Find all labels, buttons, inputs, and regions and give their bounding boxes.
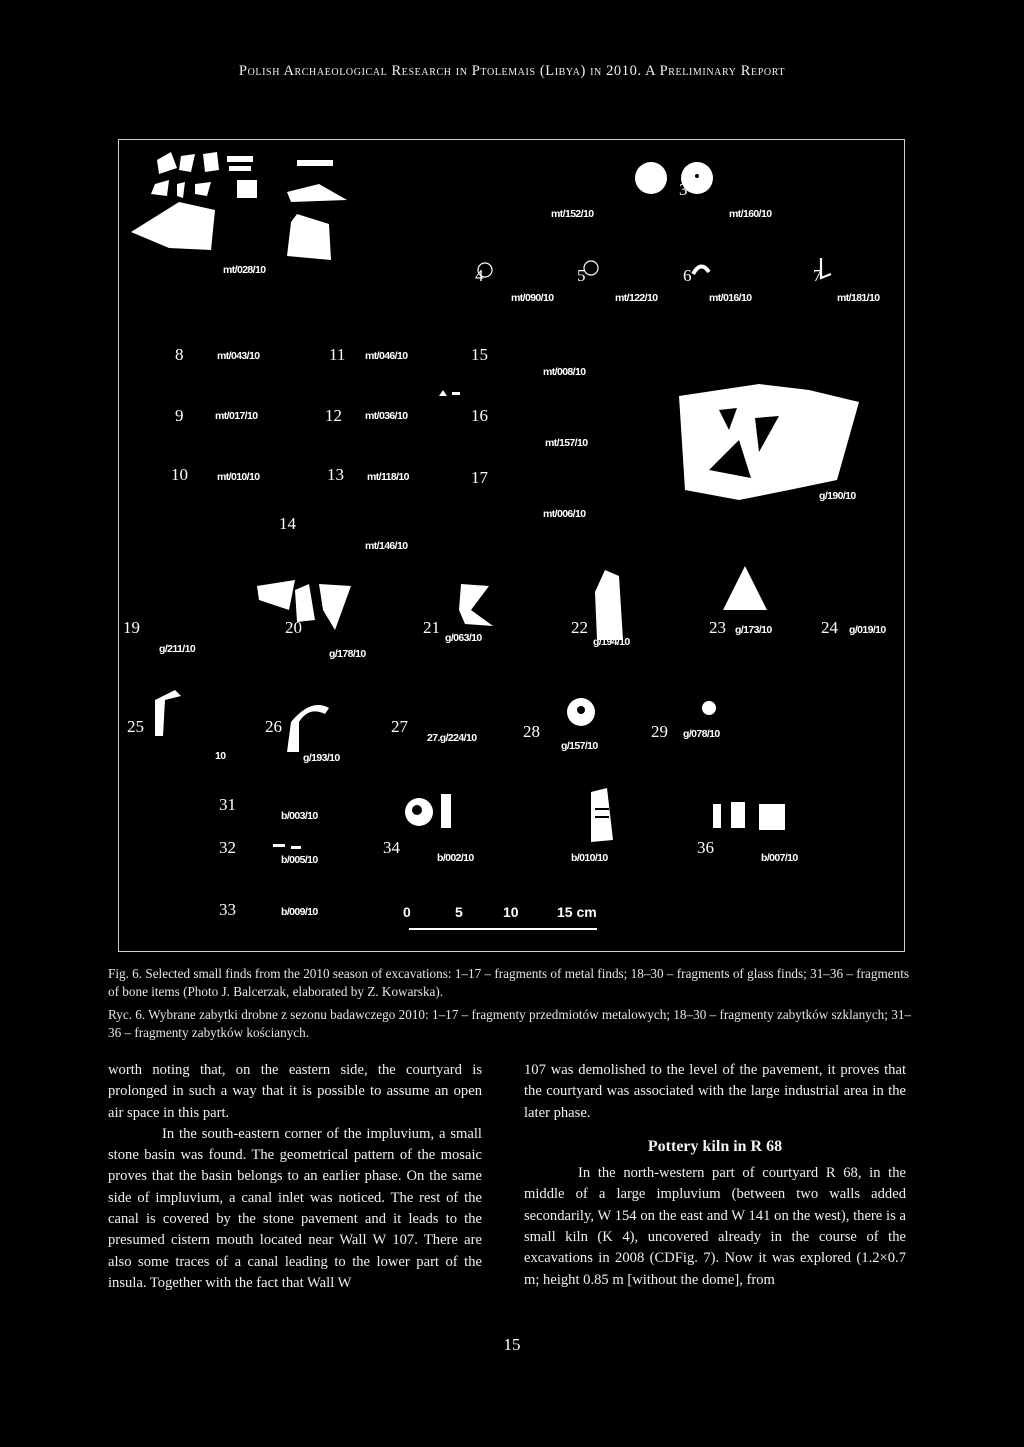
inventory-label: 10 [215, 750, 226, 762]
item-number: 14 [279, 514, 296, 533]
item-number: 23 [709, 618, 726, 637]
left-column [108, 1060, 482, 1294]
item-number: 27 [391, 717, 408, 736]
item-number: 19 [123, 618, 140, 637]
inventory-label: 27.g/224/10 [427, 732, 477, 744]
figure-caption-pl: Ryc. 6. Wybrane zabytki drobne z sezonu badawczego 2010: 1–17 – fragmenty przedmiotów metalowych; 18–30 – fragmenty zabytków szklanych; 31–36 – fragmenty zabytków kościanych. [108, 1007, 912, 1041]
item-number: 6 [683, 266, 692, 285]
inventory-label: mt/046/10 [365, 350, 408, 362]
inventory-label: mt/090/10 [511, 292, 554, 304]
item-number: 12 [325, 406, 342, 425]
item-number: 26 [265, 717, 282, 736]
right-column [524, 1060, 906, 1291]
item-number: 20 [285, 618, 302, 637]
item-number: 34 [383, 838, 400, 857]
item-number: 28 [523, 722, 540, 741]
item-number: 16 [471, 406, 488, 425]
inventory-label: g/078/10 [683, 728, 720, 740]
artifact-group-1 [119, 140, 905, 952]
item-number: 13 [327, 465, 344, 484]
inventory-label: mt/016/10 [709, 292, 752, 304]
inventory-label: b/009/10 [281, 906, 318, 918]
inventory-label: mt/028/10 [223, 264, 266, 276]
item-number: 29 [651, 722, 668, 741]
page-number: 15 [503, 1335, 521, 1354]
scale-tick-label: 0 [403, 904, 411, 920]
item-number: 36 [697, 838, 714, 857]
inventory-label: mt/008/10 [543, 366, 586, 378]
item-number: 4 [475, 266, 484, 285]
inventory-label: b/005/10 [281, 854, 318, 866]
inventory-label: g/190/10 [819, 490, 856, 502]
item-number: 8 [175, 345, 184, 364]
inventory-label: g/157/10 [561, 740, 598, 752]
body-paragraph: In the south-eastern corner of the impluvium, a small stone basin was found. The geometrical pattern of the mosaic proves that the basin belongs to an earlier phase. On the same side of impluvium, a canal inlet was noticed. The rest of the canal is covered by the stone pavement and it leads to the presumed cistern mouth located near Wall W 107. There are also some traces of a canal leading to the lower part of the insula. Together with the fact that Wall W [108, 1125, 482, 1291]
inventory-label: b/003/10 [281, 810, 318, 822]
inventory-label: g/019/10 [849, 624, 886, 636]
inventory-label: mt/010/10 [217, 471, 260, 483]
inventory-label: g/063/10 [445, 632, 482, 644]
inventory-label: mt/017/10 [215, 410, 258, 422]
inventory-label: g/173/10 [735, 624, 772, 636]
inventory-label: b/010/10 [571, 852, 608, 864]
inventory-label: mt/043/10 [217, 350, 260, 362]
figure-plate [118, 139, 905, 952]
inventory-label: g/178/10 [329, 648, 366, 660]
figure-caption-en: Fig. 6. Selected small finds from the 2010 season of excavations: 1–17 – fragments of metal finds; 18–30 – fragments of glass finds; 31–36 – fragments of bone items (Photo J. Balcerzak, elaborated by Z. Kowarska). [108, 966, 909, 1000]
item-number: 3 [679, 180, 688, 199]
inventory-label: g/211/10 [159, 643, 196, 655]
inventory-label: b/007/10 [761, 852, 798, 864]
item-number: 10 [171, 465, 188, 484]
inventory-label: mt/152/10 [551, 208, 594, 220]
running-header: Polish Archaeological Research in Ptolemais (Libya) in 2010. A Preliminary Report [238, 63, 786, 79]
item-number: 24 [821, 618, 838, 637]
item-number: 25 [127, 717, 144, 736]
item-number: 33 [219, 900, 236, 919]
item-number: 5 [577, 266, 586, 285]
item-number: 15 [471, 345, 488, 364]
inventory-label: mt/036/10 [365, 410, 408, 422]
inventory-label: mt/122/10 [615, 292, 658, 304]
item-number: 21 [423, 618, 440, 637]
inventory-label: g/193/10 [303, 752, 340, 764]
item-number: 9 [175, 406, 184, 425]
inventory-label: mt/160/10 [729, 208, 772, 220]
item-number: 17 [471, 468, 488, 487]
body-paragraph: In the north-western part of courtyard R 68, in the middle of a large impluvium (between two walls added secondarily, W 154 on the east and W 141 on the west), there is a small kiln (K 4), uncovered already in the course of the excavations in 2008 (CDFig. 7). Now it was explored (1.2×0.7 m; height 0.85 m [without the dome], from [524, 1165, 906, 1288]
scale-tick-label: 10 [503, 904, 519, 920]
inventory-label: mt/006/10 [543, 508, 586, 520]
scale-bar [409, 928, 597, 930]
item-number: 11 [329, 345, 346, 364]
inventory-label: g/194/10 [593, 636, 630, 648]
scale-tick-label: 15 cm [557, 904, 597, 920]
inventory-label: mt/181/10 [837, 292, 880, 304]
body-paragraph: worth noting that, on the eastern side, the courtyard is prolonged in such a way that it is possible to assume an open air space in this part. [108, 1062, 482, 1121]
inventory-label: mt/157/10 [545, 437, 588, 449]
item-number: 32 [219, 838, 236, 857]
item-number: 31 [219, 795, 236, 814]
inventory-label: b/002/10 [437, 852, 474, 864]
item-number: 7 [813, 266, 822, 285]
inventory-label: mt/118/10 [367, 471, 409, 483]
item-number: 22 [571, 618, 588, 637]
scale-tick-label: 5 [455, 904, 463, 920]
section-heading: Pottery kiln in R 68 [647, 1137, 783, 1155]
body-paragraph: 107 was demolished to the level of the pavement, it proves that the courtyard was associated with the large industrial area in the later phase. [524, 1062, 906, 1121]
inventory-label: mt/146/10 [365, 540, 408, 552]
